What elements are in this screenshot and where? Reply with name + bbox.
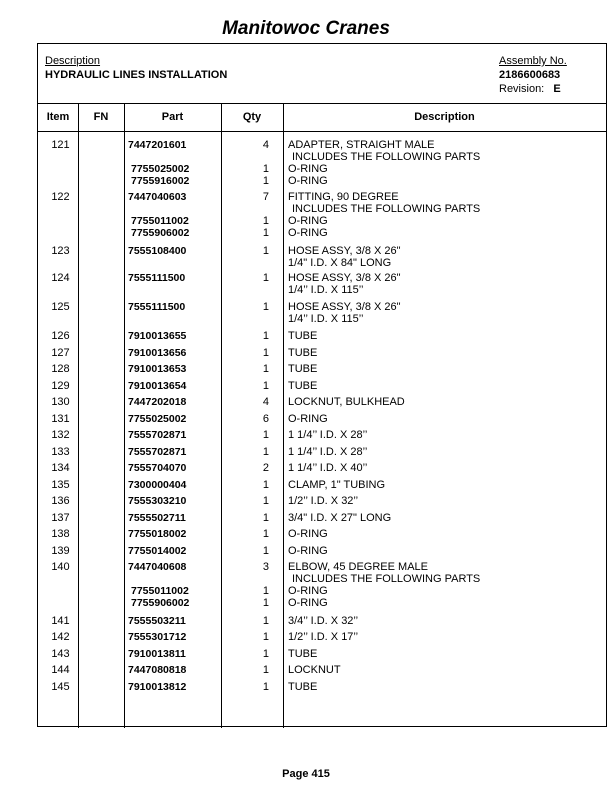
quantity: 1	[262, 479, 269, 491]
part-numbers	[128, 681, 248, 693]
part-numbers	[128, 664, 248, 676]
description-line: 1/2’’ I.D. X 17’’	[288, 631, 359, 643]
part-numbers	[128, 245, 248, 257]
description-line: O-RING	[288, 215, 328, 227]
quantity: 1	[262, 681, 269, 693]
column-divider	[283, 103, 284, 728]
quantity: 1	[262, 163, 269, 175]
part-numbers	[128, 380, 248, 392]
description-line: 1/2’’ I.D. X 32’’	[288, 495, 359, 507]
item-number: 134	[51, 462, 70, 474]
part-numbers	[128, 512, 248, 524]
description-lines	[288, 561, 603, 609]
item-number: 137	[51, 512, 70, 524]
revision-label: Revision:	[499, 83, 545, 95]
part-numbers	[128, 363, 248, 375]
quantity: 1	[262, 446, 269, 458]
quantity: 1	[262, 597, 269, 609]
part-numbers	[128, 272, 248, 284]
part-number: 7447201601	[128, 139, 187, 151]
quantities	[238, 363, 269, 375]
quantities	[238, 139, 269, 187]
quantity: 1	[262, 615, 269, 627]
part-numbers	[128, 429, 248, 441]
item-number: 142	[51, 631, 70, 643]
description-line: O-RING	[288, 597, 328, 609]
quantities	[238, 615, 269, 627]
quantity: 1	[262, 227, 269, 239]
item-number: 131	[51, 413, 70, 425]
quantities	[238, 301, 269, 313]
column-divider	[124, 103, 125, 728]
quantity	[238, 573, 269, 585]
quantity: 7	[262, 191, 269, 203]
description-lines	[288, 495, 603, 507]
part-number: 7910013655	[128, 330, 187, 342]
description-lines	[288, 191, 603, 239]
part-numbers	[128, 347, 248, 359]
column-header-item: Item	[46, 111, 70, 123]
part-numbers	[128, 615, 248, 627]
quantities	[238, 648, 269, 660]
part-number: 7755011002	[131, 585, 189, 597]
description-line: O-RING	[288, 545, 328, 557]
part-number: 7555702871	[128, 446, 187, 458]
description-line: HOSE ASSY, 3/8 X 26"	[288, 301, 401, 313]
item-number: 123	[51, 245, 70, 257]
part-number: 7910013811	[128, 648, 186, 660]
part-number: 7910013812	[128, 681, 187, 693]
item-number: 135	[51, 479, 70, 491]
column-header-description: Description	[414, 111, 475, 123]
description-line: 1 1/4’’ I.D. X 40’’	[288, 462, 368, 474]
description-lines	[288, 462, 603, 474]
quantity: 1	[262, 495, 269, 507]
description-lines	[288, 272, 603, 296]
description-lines	[288, 615, 603, 627]
quantity: 1	[262, 363, 269, 375]
part-number	[128, 573, 248, 585]
part-numbers	[128, 139, 248, 187]
part-number: 7555303210	[128, 495, 187, 507]
quantity	[238, 203, 269, 215]
part-numbers	[128, 191, 248, 239]
part-number: 7555503211	[128, 615, 186, 627]
description-line: LOCKNUT, BULKHEAD	[288, 396, 405, 408]
part-numbers	[128, 495, 248, 507]
description-lines	[288, 664, 603, 676]
part-number: 7755025002	[131, 163, 190, 175]
description-line: O-RING	[288, 413, 328, 425]
description-lines	[288, 245, 603, 269]
description-lines	[288, 446, 603, 458]
quantities	[238, 191, 269, 239]
description-line: 1/4’’ I.D. X 115’’	[288, 284, 364, 296]
description-lines	[288, 396, 603, 408]
quantity: 1	[262, 330, 269, 342]
quantity: 1	[262, 585, 269, 597]
description-line: LOCKNUT	[288, 664, 341, 676]
quantity: 1	[262, 648, 269, 660]
part-numbers	[128, 446, 248, 458]
description-line: INCLUDES THE FOLLOWING PARTS	[292, 573, 481, 585]
quantities	[238, 429, 269, 441]
part-numbers	[128, 396, 248, 408]
quantities	[238, 495, 269, 507]
part-numbers	[128, 631, 248, 643]
description-lines	[288, 528, 603, 540]
description-label: Description	[45, 55, 101, 67]
part-number: 7300000404	[128, 479, 187, 491]
description-lines	[288, 681, 603, 693]
item-number: 139	[51, 545, 70, 557]
item-number: 128	[51, 363, 70, 375]
description-line: O-RING	[288, 175, 328, 187]
assembly-header	[38, 44, 606, 104]
part-number	[128, 203, 248, 215]
quantity: 2	[262, 462, 269, 474]
quantity: 1	[262, 272, 269, 284]
part-number: 7755906002	[131, 227, 190, 239]
quantity	[238, 151, 269, 163]
quantity: 1	[262, 245, 269, 257]
description-line: CLAMP, 1" TUBING	[288, 479, 386, 491]
assembly-description: HYDRAULIC LINES INSTALLATION	[45, 69, 228, 81]
item-number: 132	[51, 429, 70, 441]
part-numbers	[128, 479, 248, 491]
part-number: 7447202018	[128, 396, 187, 408]
item-number: 145	[51, 681, 70, 693]
part-number: 7555111500	[128, 301, 186, 313]
part-numbers	[128, 648, 248, 660]
part-number: 7447040603	[128, 191, 187, 203]
part-numbers	[128, 561, 248, 609]
item-number: 138	[51, 528, 70, 540]
assembly-number: 2186600683	[499, 69, 561, 81]
part-number: 7555108400	[128, 245, 187, 257]
part-number: 7910013653	[128, 363, 187, 375]
description-lines	[288, 545, 603, 557]
part-numbers	[128, 545, 248, 557]
quantities	[238, 479, 269, 491]
column-header-qty: Qty	[242, 111, 262, 123]
column-header-part: Part	[161, 111, 184, 123]
description-lines	[288, 413, 603, 425]
part-numbers	[128, 330, 248, 342]
part-number: 7755916002	[131, 175, 190, 187]
description-lines	[288, 631, 603, 643]
quantities	[238, 631, 269, 643]
part-numbers	[128, 462, 248, 474]
description-lines	[288, 429, 603, 441]
description-line: TUBE	[288, 347, 318, 359]
quantities	[238, 462, 269, 474]
quantity: 1	[262, 664, 269, 676]
part-number: 7555111500	[128, 272, 186, 284]
description-line: ELBOW, 45 DEGREE MALE	[288, 561, 428, 573]
description-line: TUBE	[288, 380, 318, 392]
quantities	[238, 561, 269, 609]
quantities	[238, 396, 269, 408]
quantities	[238, 681, 269, 693]
part-number: 7555301712	[128, 631, 187, 643]
description-line: INCLUDES THE FOLLOWING PARTS	[292, 151, 481, 163]
description-lines	[288, 380, 603, 392]
quantities	[238, 330, 269, 342]
description-line: 1 1/4’’ I.D. X 28’’	[288, 446, 368, 458]
part-number: 7755014002	[128, 545, 187, 557]
part-number: 7555702871	[128, 429, 187, 441]
part-number: 7755011002	[131, 215, 189, 227]
part-numbers	[128, 301, 248, 313]
description-lines	[288, 479, 603, 491]
quantity: 1	[262, 512, 269, 524]
quantity: 4	[262, 139, 269, 151]
item-number: 130	[51, 396, 70, 408]
description-line: O-RING	[288, 163, 328, 175]
quantities	[238, 512, 269, 524]
item-number: 136	[51, 495, 70, 507]
part-number: 7555502711	[128, 512, 186, 524]
item-number: 127	[51, 347, 70, 359]
part-number: 7755906002	[131, 597, 190, 609]
item-number: 133	[51, 446, 70, 458]
description-line: INCLUDES THE FOLLOWING PARTS	[292, 203, 481, 215]
page-title: Manitowoc Cranes	[222, 18, 390, 39]
part-number: 7447080818	[128, 664, 187, 676]
item-number: 129	[51, 380, 70, 392]
quantity: 1	[262, 175, 269, 187]
description-line: 1/4" I.D. X 84" LONG	[288, 257, 392, 269]
description-line: O-RING	[288, 585, 328, 597]
revision-value: E	[553, 83, 561, 95]
item-number: 122	[51, 191, 70, 203]
description-line: ADAPTER, STRAIGHT MALE	[288, 139, 435, 151]
description-line: 1 1/4’’ I.D. X 28’’	[288, 429, 368, 441]
description-line: 3/4’’ I.D. X 32’’	[288, 615, 359, 627]
parts-list-frame	[37, 43, 607, 727]
description-line: 3/4" I.D. X 27" LONG	[288, 512, 392, 524]
item-number: 126	[51, 330, 70, 342]
description-line: O-RING	[288, 227, 328, 239]
quantities	[238, 446, 269, 458]
page-number: Page 415	[282, 768, 330, 780]
quantity: 1	[262, 380, 269, 392]
item-number: 140	[51, 561, 70, 573]
part-number: 7447040608	[128, 561, 187, 573]
quantity: 1	[262, 347, 269, 359]
description-line: TUBE	[288, 648, 318, 660]
item-number: 141	[51, 615, 70, 627]
quantities	[238, 545, 269, 557]
quantities	[238, 413, 269, 425]
part-number	[128, 151, 248, 163]
description-lines	[288, 363, 603, 375]
description-line: 1/4’’ I.D. X 115’’	[288, 313, 364, 325]
description-lines	[288, 301, 603, 325]
item-number: 144	[51, 664, 70, 676]
quantities	[238, 245, 269, 257]
description-line: FITTING, 90 DEGREE	[288, 191, 399, 203]
description-lines	[288, 330, 603, 342]
description-line: TUBE	[288, 330, 318, 342]
part-number: 7755025002	[128, 413, 187, 425]
part-number: 7910013654	[128, 380, 187, 392]
part-number: 7910013656	[128, 347, 187, 359]
description-line: HOSE ASSY, 3/8 X 26"	[288, 245, 401, 257]
quantity: 3	[262, 561, 269, 573]
quantity: 1	[262, 429, 269, 441]
quantities	[238, 528, 269, 540]
item-number: 124	[51, 272, 70, 284]
description-line: TUBE	[288, 681, 318, 693]
part-number: 7755018002	[128, 528, 187, 540]
quantities	[238, 664, 269, 676]
quantities	[238, 272, 269, 284]
part-numbers	[128, 528, 248, 540]
part-number: 7555704070	[128, 462, 187, 474]
column-divider	[78, 103, 79, 728]
quantity: 1	[262, 631, 269, 643]
column-header-fn: FN	[93, 111, 109, 123]
assembly-number-label: Assembly No.	[499, 55, 567, 67]
quantity: 1	[262, 528, 269, 540]
quantities	[238, 347, 269, 359]
quantity: 4	[262, 396, 269, 408]
part-numbers	[128, 413, 248, 425]
description-line: HOSE ASSY, 3/8 X 26"	[288, 272, 401, 284]
quantity: 6	[262, 413, 269, 425]
item-number: 125	[51, 301, 70, 313]
description-lines	[288, 648, 603, 660]
description-line: TUBE	[288, 363, 318, 375]
quantity: 1	[262, 301, 269, 313]
quantities	[238, 380, 269, 392]
quantity: 1	[262, 215, 269, 227]
revision-line	[499, 82, 567, 96]
description-line: O-RING	[288, 528, 328, 540]
quantity: 1	[262, 545, 269, 557]
description-lines	[288, 139, 603, 187]
item-number: 143	[51, 648, 70, 660]
description-lines	[288, 512, 603, 524]
item-number: 121	[51, 139, 70, 151]
description-lines	[288, 347, 603, 359]
